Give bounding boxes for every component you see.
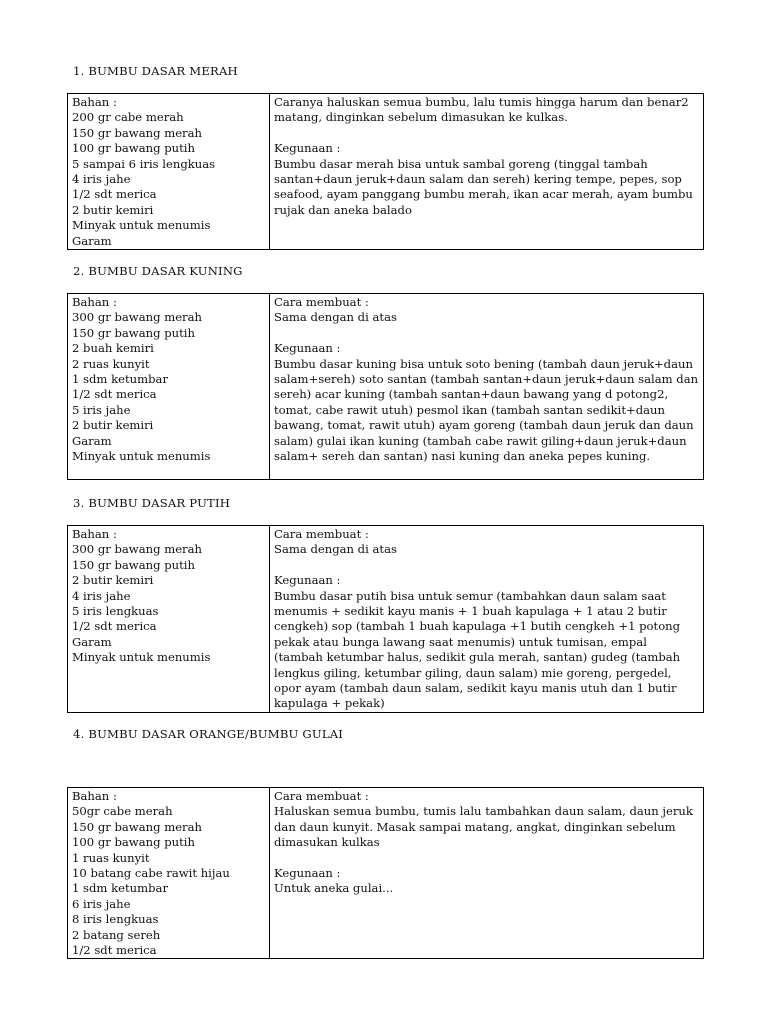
ingredient-item: 1/2 sdt merica [72, 187, 157, 202]
kegunaan-label: Kegunaan : [274, 341, 341, 356]
ingredient-item: Garam [72, 634, 112, 649]
recipe-table-2 [67, 293, 704, 480]
ingredient-item: 1/2 sdt merica [72, 387, 157, 402]
instructions-cell [270, 294, 704, 480]
kegunaan-text: Untuk aneka gulai... [274, 881, 394, 896]
ingredient-item: 1/2 sdt merica [72, 943, 157, 958]
ingredient-item: Minyak untuk menumis [72, 650, 211, 665]
ingredient-item: 2 butir kemiri [72, 573, 154, 588]
ingredient-item: 50gr cabe merah [72, 804, 173, 819]
cara-text: Haluskan semua bumbu, tumis lalu tambahkan daun salam, daun jeruk dan daun kunyit. Masak sampai matang, angkat, dinginkan sebelum dimasukan kulkas [274, 804, 693, 850]
spacer [274, 126, 699, 141]
ingredient-item: Minyak untuk menumis [72, 449, 211, 464]
section-1-title: 1. BUMBU DASAR MERAH [73, 64, 238, 78]
ingredient-item: 4 iris jahe [72, 172, 131, 187]
instructions-cell [270, 788, 704, 959]
section-4-title: 4. BUMBU DASAR ORANGE/BUMBU GULAI [73, 727, 344, 741]
ingredient-item: 2 butir kemiri [72, 418, 154, 433]
kegunaan-label: Kegunaan : [274, 573, 341, 588]
ingredient-item: Garam [72, 233, 112, 248]
kegunaan-text: Bumbu dasar kuning bisa untuk soto bening (tambah daun jeruk+daun salam+sereh) soto santan (tambah santan+daun jeruk+daun salam dan sereh) acar kuning (tambah santan+daun bawang yang d potong2, tomat, cabe rawit utuh) pesmol ikan (tambah santan sedikit+daun bawang, tomat, rawit utuh) ayam goreng (tambah daun jeruk dan daun salam) gulai ikan kuning (tambah cabe rawit giling+daun jeruk+daun salam+ sereh dan santan) nasi kuning dan aneka pepes kuning. [274, 356, 699, 464]
kegunaan-text: Bumbu dasar putih bisa untuk semur (tambahkan daun salam saat menumis + sedikit kayu manis + 1 buah kapulaga + 1 atau 2 butir cengkeh) sop (tambah 1 buah kapulaga +1 butih cengkeh +1 potong pekak atau bunga lawang saat menumis) untuk tumisan, empal (tambah ketumbar halus, sedikit gula merah, santan) gudeg (tambah lengkus giling, ketumbar giling, daun salam) mie goreng, pergedel, opor ayam (tambah daun salam, sedikit kayu manis utuh dan 1 butir kapulaga + pekak) [274, 588, 681, 711]
spacer [274, 558, 699, 573]
instructions-cell [270, 94, 704, 250]
recipe-table-3 [67, 525, 704, 713]
section-2-title: 2. BUMBU DASAR KUNING [73, 264, 243, 278]
ingredient-item: 1/2 sdt merica [72, 619, 157, 634]
bahan-label: Bahan : [72, 295, 117, 309]
ingredient-item: 150 gr bawang merah [72, 819, 202, 834]
ingredient-item: 150 gr bawang putih [72, 557, 195, 572]
ingredient-item: 5 iris jahe [72, 402, 131, 417]
spacer [274, 326, 699, 341]
ingredient-item: 150 gr bawang merah [72, 125, 202, 140]
ingredient-item: 300 gr bawang merah [72, 542, 202, 557]
bahan-cell [68, 526, 270, 713]
kegunaan-text: Bumbu dasar merah bisa untuk sambal goreng (tinggal tambah santan+daun jeruk+daun salam dan sereh) kering tempe, pepes, sop seafood, ayam panggang bumbu merah, ikan acar merah, ayam bumbu rujak dan aneka balado [274, 156, 693, 217]
ingredient-item: 150 gr bawang putih [72, 325, 195, 340]
section-3-title: 3. BUMBU DASAR PUTIH [73, 496, 231, 510]
ingredient-item: 4 iris jahe [72, 588, 131, 603]
bahan-cell [68, 94, 270, 250]
bahan-label: Bahan : [72, 95, 117, 109]
kegunaan-label: Kegunaan : [274, 866, 341, 881]
ingredient-item: 10 batang cabe rawit hijau [72, 866, 230, 881]
cara-text: Sama dengan di atas [274, 542, 397, 557]
ingredient-item: 100 gr bawang putih [72, 141, 195, 156]
ingredient-item: 300 gr bawang merah [72, 310, 202, 325]
recipe-table-1 [67, 93, 704, 250]
ingredient-item: Minyak untuk menumis [72, 218, 211, 233]
cara-text: Caranya haluskan semua bumbu, lalu tumis hingga harum dan benar2 matang, dinginkan sebelum dimasukan ke kulkas. [274, 95, 689, 125]
ingredient-item: 6 iris jahe [72, 896, 131, 911]
instructions-cell [270, 526, 704, 713]
bahan-cell [68, 788, 270, 959]
ingredient-item: 8 iris lengkuas [72, 912, 159, 927]
bahan-cell [68, 294, 270, 480]
recipe-table-4 [67, 787, 704, 959]
cara-text: Sama dengan di atas [274, 310, 397, 325]
bahan-label: Bahan : [72, 789, 117, 803]
cara-label: Cara membuat : [274, 527, 369, 541]
cara-label: Cara membuat : [274, 295, 369, 309]
kegunaan-label: Kegunaan : [274, 141, 341, 156]
cara-label: Cara membuat : [274, 789, 369, 803]
ingredient-item: 2 buah kemiri [72, 341, 154, 356]
ingredient-item: 2 batang sereh [72, 927, 161, 942]
ingredient-item: 1 sdm ketumbar [72, 372, 168, 387]
bahan-label: Bahan : [72, 527, 117, 541]
ingredient-item: 2 ruas kunyit [72, 356, 150, 371]
ingredient-item: Garam [72, 433, 112, 448]
ingredient-item: 1 ruas kunyit [72, 850, 150, 865]
ingredient-item: 200 gr cabe merah [72, 110, 184, 125]
ingredient-item: 1 sdm ketumbar [72, 881, 168, 896]
ingredient-item: 2 butir kemiri [72, 202, 154, 217]
ingredient-item: 5 sampai 6 iris lengkuas [72, 156, 216, 171]
ingredient-item: 100 gr bawang putih [72, 835, 195, 850]
ingredient-item: 5 iris lengkuas [72, 604, 159, 619]
spacer [274, 851, 699, 866]
